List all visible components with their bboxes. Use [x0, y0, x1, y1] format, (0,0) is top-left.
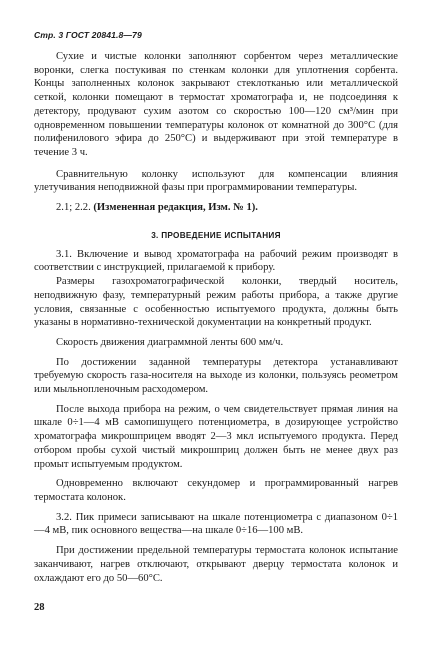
edition-label: (Измененная редакция, Изм. № 1). [93, 202, 258, 214]
paragraph-3-1: 3.1. Включение и вывод хроматографа на рабочий режим производят в соответствии с инструкцией, прилагаемой к прибору. [34, 248, 398, 274]
paragraph-test-end: При достижении предельной температуры термостата колонок испытание заканчивают, нагрев отключают, открывают дверцу термостата колонок и охлаждают его до 50—60°С. [34, 545, 398, 584]
paragraph-carrier-gas: По достижении заданной температуры детектора устанавливают требуемую скорость газа-носителя на выходе из колонки, пользуясь реометром или мыльнопленочным расходомером. [34, 356, 398, 396]
paragraph-3-2: 3.2. Пик примеси записывают на шкале потенциометра с диапазоном 0÷1—4 мВ, пик основного вещества—на шкале 0÷16—100 мВ. [34, 511, 398, 537]
paragraph-edition-note [34, 201, 398, 215]
section-title: 3. ПРОВЕДЕНИЕ ИСПЫТАНИЯ [151, 230, 281, 240]
paragraph-column-filling: Сухие и чистые колонки заполняют сорбентом через металлические воронки, слегка постукивая по стенкам колонки для уплотнения сорбента. Концы заполненных колонок закрывают стеклотканью или металлической сеткой, колонки помещают в термостат хроматографа и, не подсоединяя к детектору, продувают сухим азотом со скоростью 100—120 см³/мин при одновременном повышении температуры колонок от комнатной до 300°С (для полифенилового эфира до 250°С) и выдерживают при этой температуре в течение 3 ч. [34, 51, 398, 158]
paragraph-sample-injection: После выхода прибора на режим, о чем свидетельствует прямая линия на шкале 0÷1—4 мВ самопишущего потенциометра, в дозирующее устройство хроматографа микрошприцем вводят 2—3 мкл испытуемого продукта. Перед отбором пробы сухой чистый микрошприц должен быть не менее двух раз промыт испытуемым продуктом. [34, 403, 398, 470]
page-number: 28 [34, 602, 45, 613]
paragraph-reference-column: Сравнительную колонку используют для компенсации влияния улетучивания неподвижной фазы при программировании температуры. [34, 168, 398, 194]
paragraph-tape-speed: Скорость движения диаграммной ленты 600 мм/ч. [56, 336, 284, 348]
page-body [34, 50, 398, 585]
paragraph-column-dimensions: Размеры газохроматографической колонки, твердый носитель, неподвижную фазу, температурный режим работы прибора, а также другие условия, связанные с особенностью испытуемого продукта, должны быть указаны в нормативно-технической документации на конкретный продукт. [34, 276, 398, 329]
page-header: Стр. 3 ГОСТ 20841.8—79 [34, 30, 142, 40]
edition-clauses: 2.1; 2.2. [56, 202, 94, 214]
paragraph-stopwatch: Одновременно включают секундомер и программированный нагрев термостата колонок. [34, 478, 398, 503]
